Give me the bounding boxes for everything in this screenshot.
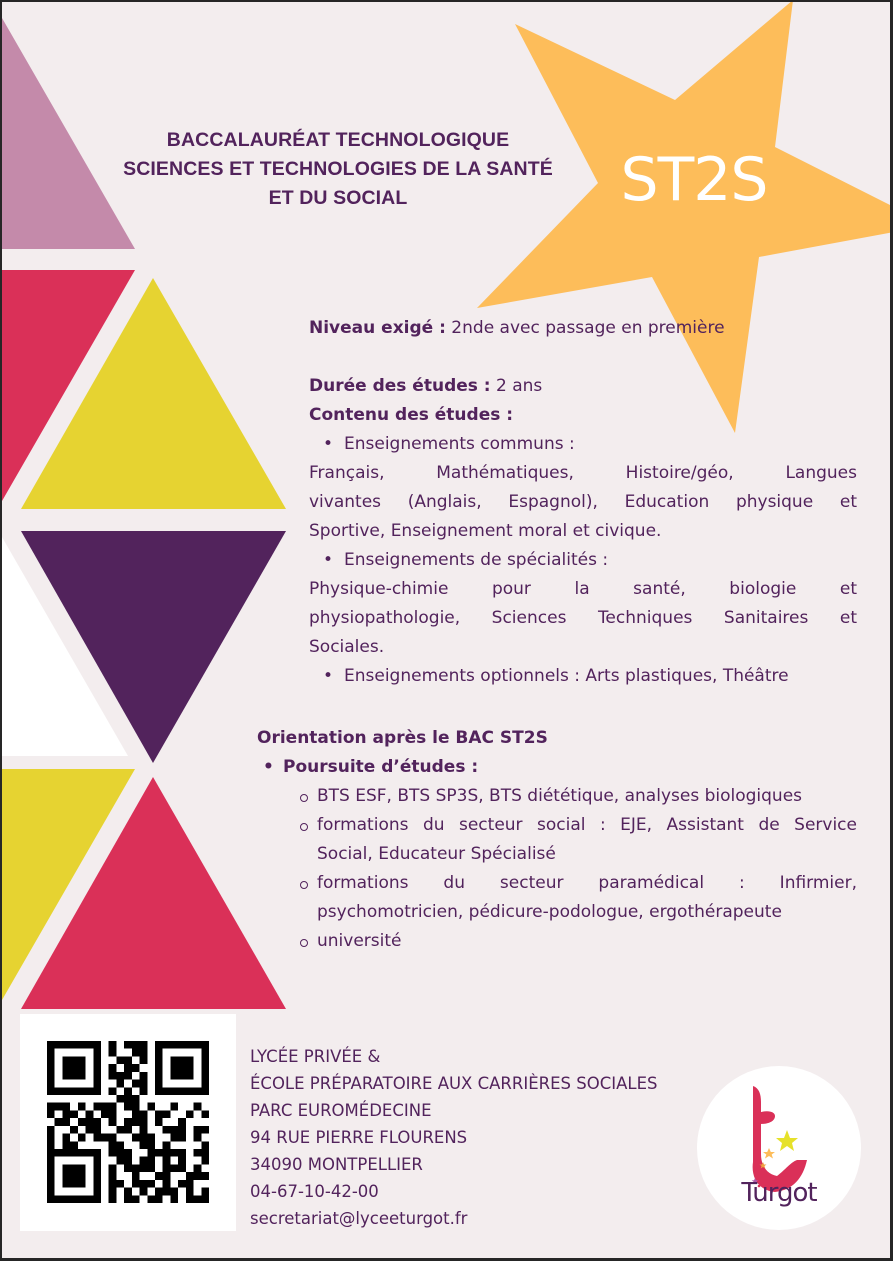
orientation-section xyxy=(257,724,857,956)
specialties-line: Physique-chimie pour la santé, biologie et xyxy=(309,579,857,599)
address-city: 34090 MONTPELLIER xyxy=(250,1155,423,1174)
level-value: 2nde avec passage en première xyxy=(445,318,725,338)
email-link[interactable]: secretariat@lyceeturgot.fr xyxy=(250,1209,468,1228)
title-line-3: ET DU SOCIAL xyxy=(268,187,408,209)
orientation-item-text: formations du secteur paramédical : Infirmier, xyxy=(317,873,857,893)
common-line: Sportive, Enseignement moral et civique. xyxy=(309,521,662,541)
duration-label: Durée des études : xyxy=(309,376,491,396)
title-line-1: BACCALAURÉAT TECHNOLOGIQUE xyxy=(166,129,510,151)
contact-info xyxy=(250,1043,657,1232)
common-heading: • Enseignements communs : xyxy=(309,430,857,459)
duration-row xyxy=(309,372,857,401)
turgot-logo xyxy=(697,1066,861,1230)
further-studies-heading: • Poursuite d’études : xyxy=(257,753,857,782)
orientation-item-text: université xyxy=(317,931,402,951)
phone-number[interactable]: 04-67-10-42-00 xyxy=(250,1182,379,1201)
school-name: LYCÉE PRIVÉE & xyxy=(250,1047,381,1066)
orientation-item xyxy=(257,782,857,811)
specialties-line: Sociales. xyxy=(309,637,385,657)
flyer-page xyxy=(2,2,890,1258)
qr-code[interactable] xyxy=(20,1014,236,1231)
page-title xyxy=(80,126,596,213)
qr-code-icon xyxy=(47,1041,209,1203)
orientation-item xyxy=(257,927,857,956)
orientation-heading: Orientation après le BAC ST2S xyxy=(257,728,548,748)
orientation-item xyxy=(257,869,857,927)
optional-heading: • Enseignements optionnels : Arts plastiques, Théâtre xyxy=(309,662,857,691)
specialties-heading: • Enseignements de spécialités : xyxy=(309,546,857,575)
orientation-item xyxy=(257,811,857,869)
orientation-item-text: BTS ESF, BTS SP3S, BTS diététique, analyses biologiques xyxy=(317,786,803,806)
level-label: Niveau exigé : xyxy=(309,318,446,338)
orientation-item-text: Social, Educateur Spécialisé xyxy=(317,844,556,864)
logo-text: Turgot xyxy=(741,1178,817,1208)
content-label: Contenu des études : xyxy=(309,405,514,425)
orientation-item-text: psychomotricien, pédicure-podologue, ergothérapeute xyxy=(317,902,782,922)
address-park: PARC EUROMÉDECINE xyxy=(250,1101,432,1120)
study-details xyxy=(309,314,857,691)
title-line-2: SCIENCES ET TECHNOLOGIES DE LA SANTÉ xyxy=(123,158,553,180)
program-badge: ST2S xyxy=(620,145,768,215)
duration-value: 2 ans xyxy=(490,376,543,396)
level-row xyxy=(309,314,857,343)
specialties-line: physiopathologie, Sciences Techniques Sanitaires et xyxy=(309,608,857,628)
common-line: vivantes (Anglais, Espagnol), Education physique et xyxy=(309,492,857,512)
common-line: Français, Mathématiques, Histoire/géo, Langues xyxy=(309,463,857,483)
address-street: 94 RUE PIERRE FLOURENS xyxy=(250,1128,468,1147)
school-subtitle: ÉCOLE PRÉPARATOIRE AUX CARRIÈRES SOCIALES xyxy=(250,1074,658,1093)
orientation-item-text: formations du secteur social : EJE, Assistant de Service xyxy=(317,815,857,835)
